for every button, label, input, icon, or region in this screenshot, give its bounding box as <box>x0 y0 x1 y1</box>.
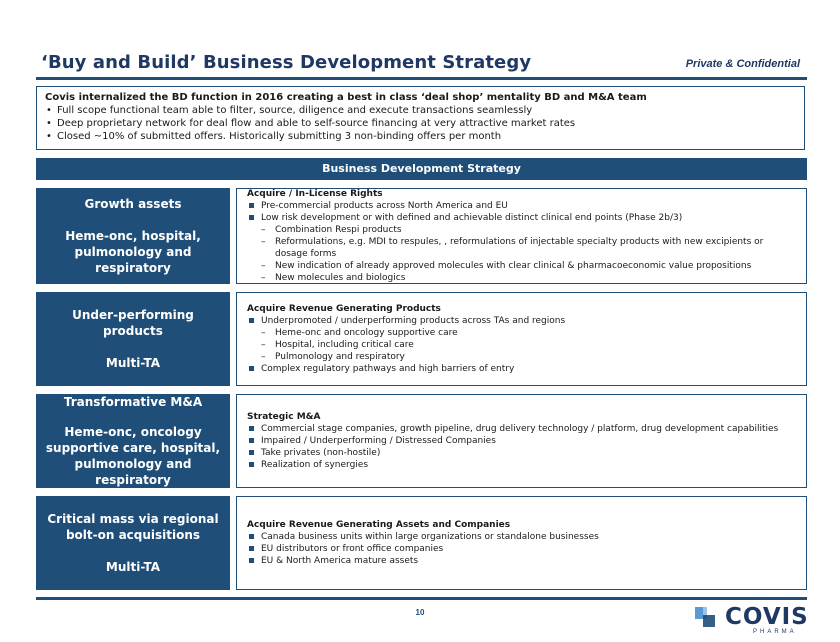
strategy-subtitle: Heme-onc, oncology supportive care, hospital, pulmonology and respiratory <box>45 425 221 487</box>
detail-list <box>247 531 796 567</box>
page-number: 10 <box>415 608 425 617</box>
summary-bullet: • Deep proprietary network for deal flow and able to self-source financing at very attractive market rates <box>45 117 796 130</box>
footer-divider <box>36 597 807 600</box>
summary-bullets <box>45 104 796 143</box>
detail-bullet: EU & North America mature assets <box>247 555 796 567</box>
detail-bullet: Impaired / Underperforming / Distressed Companies <box>247 435 796 447</box>
detail-sub-bullet: – New indication of already approved molecules with clear clinical & pharmacoeconomic value propositions <box>247 260 796 272</box>
strategy-subtitle: Multi-TA <box>105 356 161 370</box>
page-title: ‘Buy and Build’ Business Development Strategy <box>41 52 532 73</box>
detail-list <box>247 200 796 284</box>
strategy-label-underperforming <box>36 292 230 386</box>
logo-word: COVIS <box>725 604 809 630</box>
detail-header: Strategic M&A <box>247 412 321 422</box>
strategy-subtitle: Multi-TA <box>105 560 161 574</box>
strategy-subtitle: Heme-onc, hospital, pulmonology and respiratory <box>65 229 201 275</box>
strategy-detail-bolt-on <box>236 496 807 590</box>
detail-sub-bullet: – New molecules and biologics <box>247 272 796 284</box>
detail-header: Acquire / In-License Rights <box>247 189 383 199</box>
detail-header: Acquire Revenue Generating Assets and Companies <box>247 520 511 530</box>
detail-bullet: Low risk development or with defined and achievable distinct clinical end points (Phase 2b/3) <box>247 212 796 224</box>
summary-bullet: • Full scope functional team able to filter, source, diligence and execute transactions seamlessly <box>45 104 796 117</box>
strategy-detail-transformative <box>236 394 807 488</box>
summary-box <box>36 86 805 150</box>
logo-mark-icon <box>695 607 719 631</box>
logo-subword: PHARMA <box>753 629 797 635</box>
detail-list <box>247 315 796 375</box>
detail-bullet: Underpromoted / underperforming products across TAs and regions <box>247 315 796 327</box>
title-divider <box>36 77 807 80</box>
detail-header: Acquire Revenue Generating Products <box>247 304 441 314</box>
confidential-label: Private & Confidential <box>685 58 800 70</box>
detail-bullet: Take privates (non-hostile) <box>247 447 796 459</box>
strategy-detail-growth <box>236 188 807 284</box>
covis-logo <box>695 604 809 635</box>
section-banner: Business Development Strategy <box>36 158 807 180</box>
detail-bullet: Complex regulatory pathways and high barriers of entry <box>247 363 796 375</box>
detail-sub-bullet: – Combination Respi products <box>247 224 796 236</box>
detail-sub-bullet: – Pulmonology and respiratory <box>247 351 796 363</box>
strategy-title: Transformative M&A <box>63 395 203 409</box>
summary-bullet: • Closed ~10% of submitted offers. Historically submitting 3 non-binding offers per month <box>45 130 796 143</box>
strategy-title: Critical mass via regional bolt-on acquisitions <box>47 512 219 542</box>
detail-bullet: Canada business units within large organizations or standalone businesses <box>247 531 796 543</box>
detail-sub-bullet: – Hospital, including critical care <box>247 339 796 351</box>
detail-sub-bullet: – Heme-onc and oncology supportive care <box>247 327 796 339</box>
detail-bullet: Realization of synergies <box>247 459 796 471</box>
strategy-detail-underperforming <box>236 292 807 386</box>
strategy-title: Growth assets <box>84 197 182 211</box>
strategy-label-bolt-on <box>36 496 230 590</box>
detail-list <box>247 423 796 471</box>
detail-sub-bullet: – Reformulations, e.g. MDI to respules, , reformulations of injectable specialty products with new excipients or dosage forms <box>247 236 796 260</box>
detail-bullet: Pre-commercial products across North America and EU <box>247 200 796 212</box>
strategy-label-transformative <box>36 394 230 488</box>
summary-lead: Covis internalized the BD function in 2016 creating a best in class ‘deal shop’ mentality BD and M&A team <box>45 92 647 103</box>
strategy-title: Under-performing products <box>72 308 194 338</box>
strategy-label-growth <box>36 188 230 284</box>
detail-bullet: Commercial stage companies, growth pipeline, drug delivery technology / platform, drug development capabilities <box>247 423 796 435</box>
detail-bullet: EU distributors or front office companies <box>247 543 796 555</box>
